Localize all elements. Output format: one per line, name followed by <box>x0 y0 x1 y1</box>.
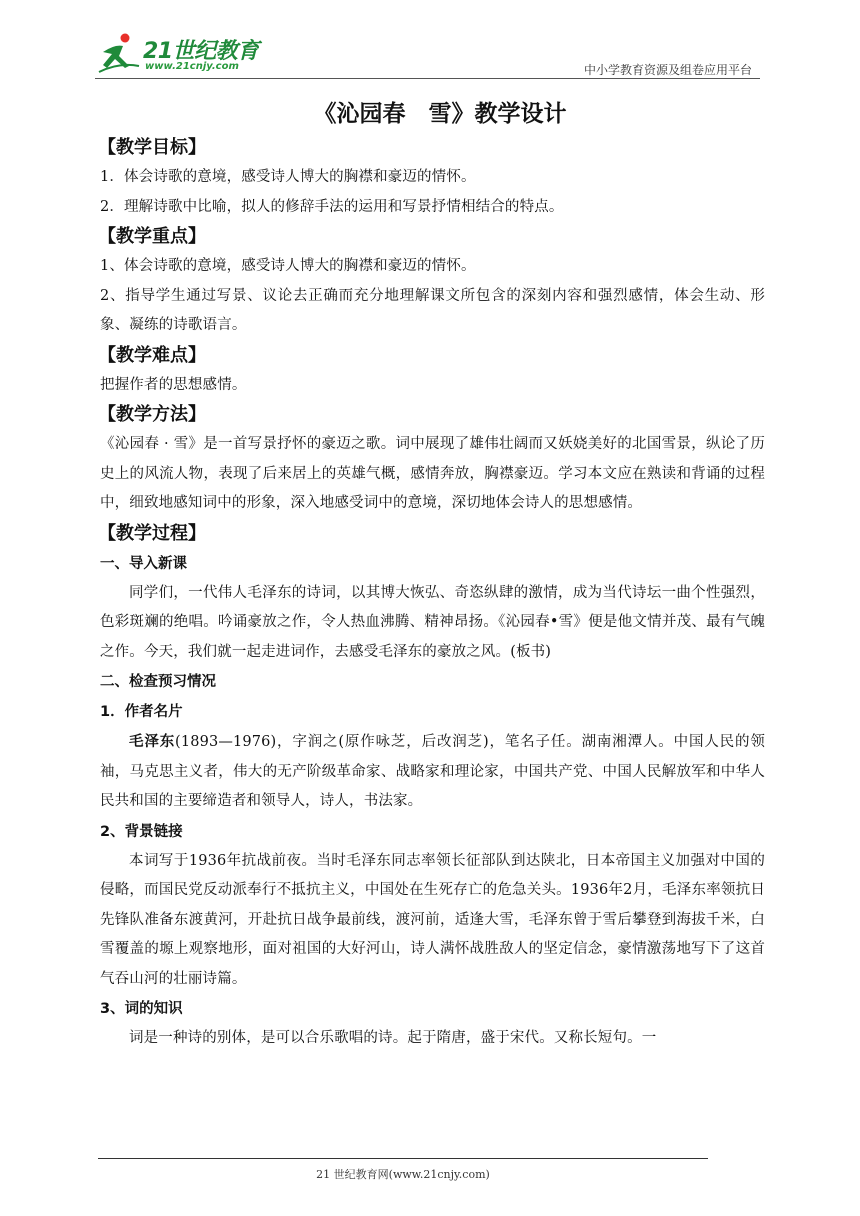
author-heading: 1．作者名片 <box>100 704 183 720</box>
goal-item-2: 2．理解诗歌中比喻，拟人的修辞手法的运用和写景抒情相结合的特点。 <box>100 198 564 215</box>
difficulty-text: 把握作者的思想感情。 <box>100 376 247 393</box>
ci-text: 词是一种诗的别体，是可以合乐歌唱的诗。起于隋唐，盛于宋代。又称长短句。一 <box>129 1030 657 1046</box>
page-header <box>95 30 760 80</box>
process-heading: 【教学过程】 <box>98 522 206 544</box>
platform-name: 中小学教育资源及组卷应用平台 <box>583 63 752 77</box>
footer-divider <box>98 1158 708 1159</box>
header-divider <box>95 78 760 79</box>
method-text: 《沁园春 · 雪》是一首写景抒怀的豪迈之歌。词中展现了雄伟壮阔而又妖娆美好的北国雪景，纵论了历史上的风流人物，表现了后来居上的英雄气概，感情奔放，胸襟豪迈。学习本文应在熟读和背诵的过程中，细致地感知词中的形象，深入地感受词中的意境，深切地体会诗人的思想感情。 <box>100 436 765 511</box>
page-title: 《沁园春 雪》教学设计 <box>313 101 567 127</box>
goal-item-1: 1．体会诗歌的意境，感受诗人博大的胸襟和豪迈的情怀。 <box>100 169 476 185</box>
focus-heading: 【教学重点】 <box>98 226 206 247</box>
intro-text: 同学们，一代伟人毛泽东的诗词，以其博大恢弘、奇恣纵肆的激情，成为当代诗坛一曲个性强烈，色彩斑斓的绝唱。吟诵豪放之作，令人热血沸腾、精神昂扬。《沁园春•雪》便是他文情并茂、最有气魄之作。今天，我们就一起走进词作，去感受毛泽东的豪放之风。(板书) <box>100 584 765 660</box>
intro-heading: 一、导入新课 <box>100 555 187 572</box>
page-footer: 21 世纪教育网(www.21cnjy.com) <box>316 1168 490 1181</box>
logo <box>95 30 270 76</box>
background-text: 本词写于1936年抗战前夜。当时毛泽东同志率领长征部队到达陕北，日本帝国主义加强对中国的侵略，而国民党反动派奉行不抵抗主义，中国处在生死存亡的危急关头。1936年2月，毛泽东率领抗日先锋队准备东渡黄河，开赴抗日战争最前线，渡河前，适逢大雪，毛泽东曾于雪后攀登到海拔千米，白雪覆盖的塬上观察地形，面对祖国的大好河山，诗人满怀战胜敌人的坚定信念，豪情激荡地写下了这首气吞山河的壮丽诗篇。 <box>100 852 765 987</box>
preview-heading: 二、检查预习情况 <box>100 674 216 690</box>
logo-url: www.21cnjy.com <box>145 61 239 72</box>
focus-item-1: 1、体会诗歌的意境，感受诗人博大的胸襟和豪迈的情怀。 <box>100 258 476 274</box>
background-heading: 2、背景链接 <box>100 823 183 840</box>
logo-text: 21世纪教育 <box>143 39 259 64</box>
author-name: 毛泽东 <box>129 733 176 750</box>
difficulty-heading: 【教学难点】 <box>98 344 206 366</box>
author-text: (1893—1976)，字润之(原作咏芝，后改润芝)，笔名子任。湖南湘潭人。中国人民的领袖，马克思主义者，伟大的无产阶级革命家、战略家和理论家，中国共产党、中国人民解放军和中华人民共和国的主要缔造者和领导人，诗人，书法家。 <box>100 734 766 809</box>
method-heading: 【教学方法】 <box>98 404 206 425</box>
ci-heading: 3、词的知识 <box>100 1001 183 1017</box>
goals-heading: 【教学目标】 <box>98 137 206 158</box>
document-body <box>100 95 765 1054</box>
author-paragraph <box>100 727 765 817</box>
focus-item-2: 2、指导学生通过写景、议论去正确而充分地理解课文所包含的深刻内容和强烈感情，体会生动、形象、凝练的诗歌语言。 <box>100 287 765 333</box>
runner-logo-icon <box>97 32 141 74</box>
